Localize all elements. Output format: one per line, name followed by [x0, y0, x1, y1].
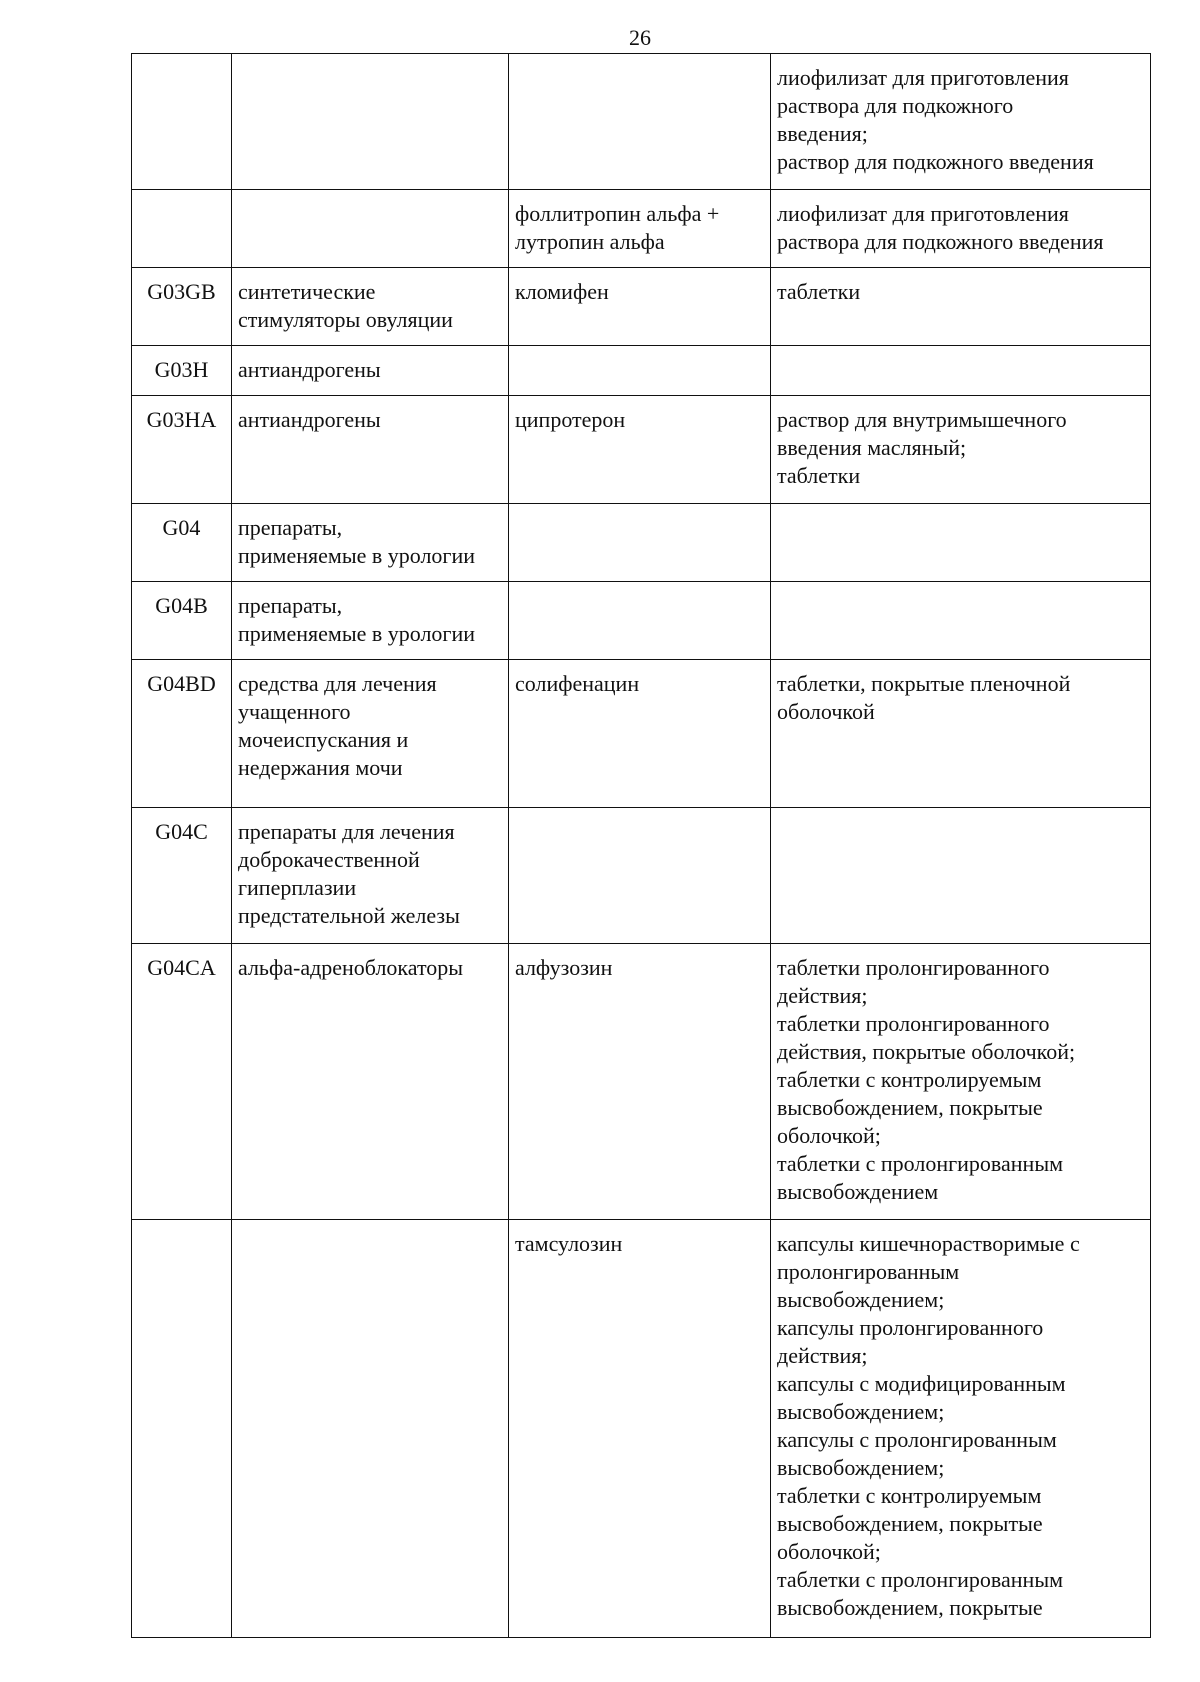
group-line: предстательной железы — [238, 903, 460, 928]
group-cell — [232, 268, 509, 346]
table-row — [132, 268, 1151, 346]
group-line: антиандрогены — [238, 357, 381, 382]
table-row — [132, 944, 1151, 1220]
group-cell — [232, 54, 509, 190]
substance-cell — [509, 582, 771, 660]
forms-line: капсулы с модифицированным — [777, 1371, 1066, 1396]
forms-line: таблетки с пролонгированным — [777, 1567, 1064, 1592]
forms-line: раствор для подкожного введения — [777, 149, 1094, 174]
group-line: препараты для лечения — [238, 819, 455, 844]
group-line: недержания мочи — [238, 755, 403, 780]
group-line: мочеиспускания и — [238, 727, 409, 752]
forms-line: таблетки, покрытые пленочной — [777, 671, 1071, 696]
forms-line: высвобождением; — [777, 1455, 945, 1480]
substance-cell — [509, 944, 771, 1220]
forms-line: пролонгированным — [777, 1259, 960, 1284]
forms-line: таблетки с пролонгированным — [777, 1151, 1064, 1176]
table-body — [132, 54, 1151, 1638]
code-cell: G04C — [132, 808, 232, 944]
code-cell: G03HA — [132, 396, 232, 504]
forms-cell — [771, 346, 1151, 396]
group-line: препараты, — [238, 593, 343, 618]
code-cell — [132, 1220, 232, 1638]
substance-line: ципротерон — [515, 407, 626, 432]
code-cell: G04CA — [132, 944, 232, 1220]
forms-line: высвобождением, покрытые — [777, 1511, 1043, 1536]
table-row — [132, 1220, 1151, 1638]
forms-line: введения; — [777, 121, 868, 146]
group-line: применяемые в урологии — [238, 621, 476, 646]
forms-line: введения масляный; — [777, 435, 967, 460]
group-line: препараты, — [238, 515, 343, 540]
forms-line: таблетки с контролируемым — [777, 1067, 1042, 1092]
group-line: антиандрогены — [238, 407, 381, 432]
forms-line: высвобождением — [777, 1179, 939, 1204]
group-cell — [232, 1220, 509, 1638]
forms-cell — [771, 660, 1151, 808]
forms-cell — [771, 1220, 1151, 1638]
forms-line: капсулы пролонгированного — [777, 1315, 1044, 1340]
forms-line: высвобождением, покрытые — [777, 1095, 1043, 1120]
group-line: средства для лечения — [238, 671, 437, 696]
substance-line: солифенацин — [515, 671, 640, 696]
forms-line: действия, покрытые оболочкой; — [777, 1039, 1076, 1064]
forms-line: капсулы с пролонгированным — [777, 1427, 1057, 1452]
substance-cell — [509, 504, 771, 582]
forms-cell — [771, 944, 1151, 1220]
code-cell: G04 — [132, 504, 232, 582]
forms-cell — [771, 190, 1151, 268]
table-row — [132, 504, 1151, 582]
group-cell — [232, 504, 509, 582]
forms-cell — [771, 54, 1151, 190]
substance-cell — [509, 346, 771, 396]
group-line: применяемые в урологии — [238, 543, 476, 568]
forms-cell — [771, 808, 1151, 944]
forms-line: таблетки — [777, 463, 861, 488]
table-row — [132, 346, 1151, 396]
forms-line: действия; — [777, 983, 868, 1008]
forms-line: высвобождением; — [777, 1287, 945, 1312]
substance-cell — [509, 1220, 771, 1638]
forms-cell — [771, 268, 1151, 346]
code-cell — [132, 54, 232, 190]
substance-line: алфузозин — [515, 955, 613, 980]
forms-line: оболочкой; — [777, 1539, 881, 1564]
group-line: стимуляторы овуляции — [238, 307, 453, 332]
substance-cell — [509, 808, 771, 944]
table-row — [132, 54, 1151, 190]
forms-line: оболочкой; — [777, 1123, 881, 1148]
table-row — [132, 190, 1151, 268]
forms-cell — [771, 396, 1151, 504]
group-cell — [232, 660, 509, 808]
substance-cell — [509, 190, 771, 268]
group-line: гиперплазии — [238, 875, 357, 900]
table-row — [132, 396, 1151, 504]
group-line: синтетические — [238, 279, 376, 304]
code-cell — [132, 190, 232, 268]
code-cell: G03H — [132, 346, 232, 396]
group-cell — [232, 190, 509, 268]
forms-line: раствора для подкожного — [777, 93, 1014, 118]
code-cell: G04BD — [132, 660, 232, 808]
page-number: 26 — [629, 25, 651, 50]
group-cell — [232, 944, 509, 1220]
substance-cell — [509, 660, 771, 808]
forms-line: высвобождением, покрытые — [777, 1595, 1043, 1620]
substance-cell — [509, 268, 771, 346]
forms-line: высвобождением; — [777, 1399, 945, 1424]
forms-line: раствора для подкожного введения — [777, 229, 1104, 254]
code-cell: G03GB — [132, 268, 232, 346]
drug-table — [131, 53, 1151, 1638]
forms-line: таблетки пролонгированного — [777, 1011, 1050, 1036]
group-line: учащенного — [238, 699, 351, 724]
substance-cell — [509, 396, 771, 504]
forms-cell — [771, 504, 1151, 582]
forms-line: действия; — [777, 1343, 868, 1368]
substance-line: фоллитропин альфа + — [515, 201, 720, 226]
group-cell — [232, 582, 509, 660]
code-cell: G04B — [132, 582, 232, 660]
forms-line: таблетки — [777, 279, 861, 304]
forms-line: лиофилизат для приготовления — [777, 65, 1069, 90]
substance-line: лутропин альфа — [515, 229, 665, 254]
group-line: доброкачественной — [238, 847, 420, 872]
forms-line: таблетки пролонгированного — [777, 955, 1050, 980]
forms-line: оболочкой — [777, 699, 875, 724]
table-row — [132, 660, 1151, 808]
forms-line: капсулы кишечнорастворимые с — [777, 1231, 1080, 1256]
table-row — [132, 808, 1151, 944]
forms-line: лиофилизат для приготовления — [777, 201, 1069, 226]
forms-line: таблетки с контролируемым — [777, 1483, 1042, 1508]
forms-cell — [771, 582, 1151, 660]
substance-line: тамсулозин — [515, 1231, 623, 1256]
forms-line: раствор для внутримышечного — [777, 407, 1067, 432]
group-cell — [232, 396, 509, 504]
table-row — [132, 582, 1151, 660]
group-line: альфа-адреноблокаторы — [238, 955, 464, 980]
group-cell — [232, 808, 509, 944]
group-cell — [232, 346, 509, 396]
substance-line: кломифен — [515, 279, 609, 304]
substance-cell — [509, 54, 771, 190]
